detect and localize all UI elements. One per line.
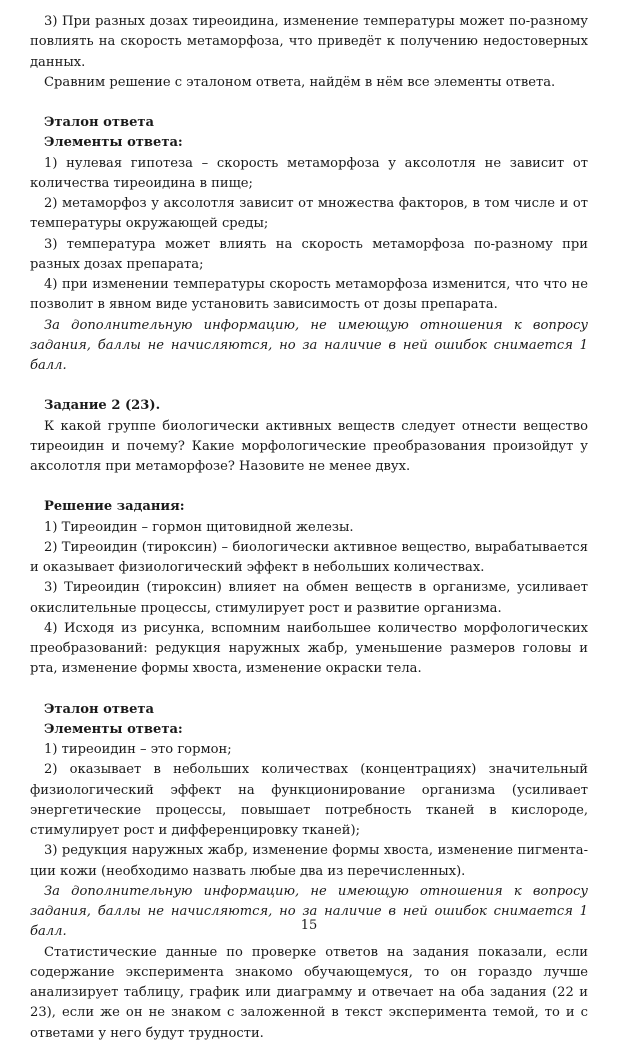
paragraph: 1) нулевая гипотеза – скорость метаморфоза у аксолотля не зависит от количества тиреоидина в пище; — [30, 155, 588, 191]
paragraph: 3) При разных дозах тиреоидина, изменение температуры может по-разному повлиять на скорость метаморфоза, что приведёт к получению недостоверных данных. — [30, 14, 588, 70]
paragraph-gap — [30, 680, 588, 700]
paragraph-gap — [30, 93, 588, 113]
paragraph: 4) Исходя из рисунка, вспомним наибольшее количество морфологических преобразований: редукция наружных жабр, уменьшение размеров головы и рта, изменение формы хвоста, изменение окраски тела. — [30, 620, 588, 677]
paragraph: 1) Тиреоидин – гормон щитовидной железы. — [44, 519, 354, 535]
page-number: 15 — [300, 918, 318, 933]
paragraph: 4) при изменении температуры скорость метаморфоза изменится, что что не позволит в явном виде установить зависимость от дозы препарата. — [30, 277, 588, 313]
section-heading: Элементы ответа: — [44, 135, 183, 151]
paragraph: 3) Тиреоидин (тироксин) влияет на обмен веществ в организме, усиливает окислительные процессы, стимулирует рост и развитие организма. — [30, 580, 588, 616]
section-heading: Элементы ответа: — [44, 721, 183, 737]
section-heading: Эталон ответа — [44, 115, 154, 130]
paragraph: 2) оказывает в небольших количествах (концентрациях) значительный физиологический эффект на функционирование организма (усиливает энергетические процессы, повышает потребность тканей в кислороде, стимулирует рост и дифференцировку тканей); — [30, 762, 588, 838]
paragraph-gap — [30, 376, 588, 396]
paragraph-gap — [30, 477, 588, 497]
paragraph: 3) температура может влиять на скорость метаморфоза по-разному при разных дозах препарата; — [30, 236, 588, 272]
scoring-note: За дополнительную информацию, не имеющую отношения к вопросу задания, баллы не начисляются, но за наличие в ней ошибок снимается 1 балл. — [30, 317, 588, 373]
scoring-note: За дополнительную информацию, не имеющую отношения к вопросу задания, баллы не начисляются, но за наличие в ней ошибок снимается 1 балл. — [30, 883, 588, 940]
section-heading: Решение задания: — [44, 499, 185, 515]
paragraph: К какой группе биологически активных веществ следует отнести вещество тиреоидин и почему? Какие морфологические преобразования произойдут у аксолотля при метаморфозе? Назовите не менее двух. — [30, 418, 588, 474]
section-heading: Эталон ответа — [44, 701, 154, 717]
paragraph: 1) тиреоидин – это гормон; — [44, 742, 232, 757]
paragraph: 2) Тиреоидин (тироксин) – биологически активное вещество, вырабатывается и оказывает физиологический эффект в небольших количествах. — [30, 539, 588, 575]
paragraph: 3) редукция наружных жабр, изменение формы хвоста, изменение пигментации кожи (необходимо назвать любые два из перечисленных). — [30, 843, 588, 879]
page-content — [30, 12, 588, 1044]
paragraph: 2) метаморфоз у аксолотля зависит от множества факторов, в том числе и от температуры окружающей среды; — [30, 196, 588, 232]
section-heading: Задание 2 (23). — [44, 398, 161, 414]
paragraph: Статистические данные по проверке ответов на задания показали, если содержание эксперимента знакомо обучающемуся, то он гораздо лучше анализирует таблицу, график или диаграмму и отвечает на оба задания (22 и 23), если же он не знаком с заложенной в текст эксперимента темой, то и с ответами у него будут трудности. — [30, 944, 588, 1041]
paragraph: Сравним решение с эталоном ответа, найдём в нём все элементы ответа. — [44, 74, 556, 90]
